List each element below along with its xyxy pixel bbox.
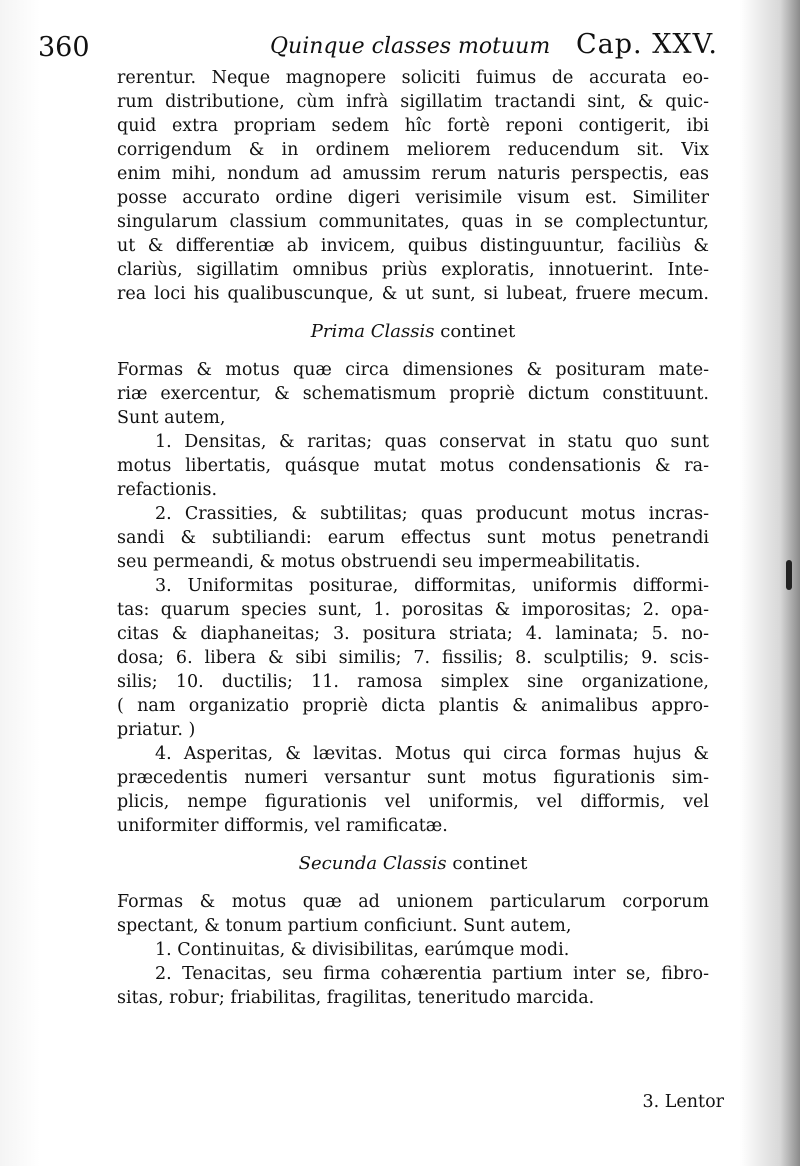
text-line: rum distributione, cùm infrà sigillatim tractandi sint, & quic- [117, 92, 709, 112]
text-line: uniformiter difformis, vel ramificatæ. [117, 816, 448, 836]
text-line: singularum classium communitates, quas in se complectuntur, [117, 212, 709, 232]
text-line: priatur. ) [117, 720, 196, 740]
text-line: refactionis. [117, 480, 218, 500]
intro-paragraph [117, 66, 709, 306]
text-line: præcedentis numeri versantur sunt motus figurationis sim- [117, 768, 709, 788]
text-line: plicis, nempe figurationis vel uniformis, vel difformis, vel [117, 792, 709, 812]
text-line: corrigendum & in ordinem meliorem reducendum sit. Vix [117, 140, 709, 160]
text-line: Formas & motus quæ circa dimensiones & posituram mate- [117, 360, 709, 380]
text-line: 1. Continuitas, & divisibilitas, earúmque modi. [155, 940, 570, 960]
page-edge-mark [786, 560, 792, 590]
text-line: 1. Densitas, & raritas; quas conservat in statu quo sunt [155, 432, 709, 452]
body-text [117, 66, 709, 1010]
text-line: spectant, & tonum partium conficiunt. Sunt autem, [117, 916, 572, 936]
text-line: quid extra propriam sedem hîc fortè reponi contigerit, ibi [117, 116, 709, 136]
catchword: 3. Lentor [642, 1092, 724, 1112]
page-number: 360 [38, 32, 90, 63]
text-line: tas: quarum species sunt, 1. porositas & imporositas; 2. opa- [117, 600, 709, 620]
text-line: ut & differentiæ ab invicem, quibus distinguuntur, faciliùs & [117, 236, 709, 256]
chapter-label: Cap. XXV. [575, 29, 718, 60]
text-line: Sunt autem, [117, 408, 226, 428]
text-line: posse accurato ordine digeri verisimile visum est. Similiter [117, 188, 709, 208]
section-heading-secunda [117, 852, 709, 876]
heading-rest: continet [452, 853, 528, 874]
heading-italic: Prima Classis [310, 321, 435, 342]
heading-rest: continet [440, 321, 516, 342]
text-line: rea loci his qualibuscunque, & ut sunt, si lubeat, fruere mecum. [117, 284, 709, 304]
text-line: rerentur. Neque magnopere soliciti fuimus de accurata eo- [117, 68, 709, 88]
class2-item-2 [117, 962, 709, 1010]
text-line: clariùs, sigillatim omnibus priùs exploratis, innotuerint. Inte- [117, 260, 709, 280]
class2-item-1 [117, 938, 709, 962]
section-heading-prima [117, 320, 709, 344]
text-line: dosa; 6. libera & sibi similis; 7. fissilis; 8. sculptilis; 9. scis- [117, 648, 709, 668]
text-line: seu permeandi, & motus obstruendi seu impermeabilitatis. [117, 552, 641, 572]
text-line: 3. Uniformitas positurae, difformitas, uniformis difformi- [155, 576, 709, 596]
text-line: 2. Tenacitas, seu firma cohærentia partium inter se, fibro- [155, 964, 709, 984]
class1-intro [117, 358, 709, 430]
page-header [38, 28, 718, 68]
heading-italic: Secunda Classis [298, 853, 447, 874]
text-line: riæ exercentur, & schematismum propriè dictum constituunt. [117, 384, 709, 404]
text-line: Formas & motus quæ ad unionem particularum corporum [117, 892, 709, 912]
running-title: Quinque classes motuum [270, 34, 551, 59]
text-line: sandi & subtiliandi: earum effectus sunt motus penetrandi [117, 528, 709, 548]
text-line: ( nam organizatio propriè dicta plantis & animalibus appro- [117, 696, 709, 716]
class1-item-3 [117, 574, 709, 742]
text-line: enim mihi, nondum ad amussim rerum naturis perspectis, eas [117, 164, 709, 184]
class1-item-2 [117, 502, 709, 574]
text-line: sitas, robur; friabilitas, fragilitas, teneritudo marcida. [117, 988, 595, 1008]
text-line: 4. Asperitas, & lævitas. Motus qui circa formas hujus & [155, 744, 709, 764]
text-line: silis; 10. ductilis; 11. ramosa simplex sine organizatione, [117, 672, 709, 692]
class1-item-4 [117, 742, 709, 838]
text-line: motus libertatis, quásque mutat motus condensationis & ra- [117, 456, 709, 476]
text-line: 2. Crassities, & subtilitas; quas producunt motus incras- [155, 504, 709, 524]
class2-intro [117, 890, 709, 938]
class1-item-1 [117, 430, 709, 502]
text-line: citas & diaphaneitas; 3. positura striata; 4. laminata; 5. no- [117, 624, 709, 644]
